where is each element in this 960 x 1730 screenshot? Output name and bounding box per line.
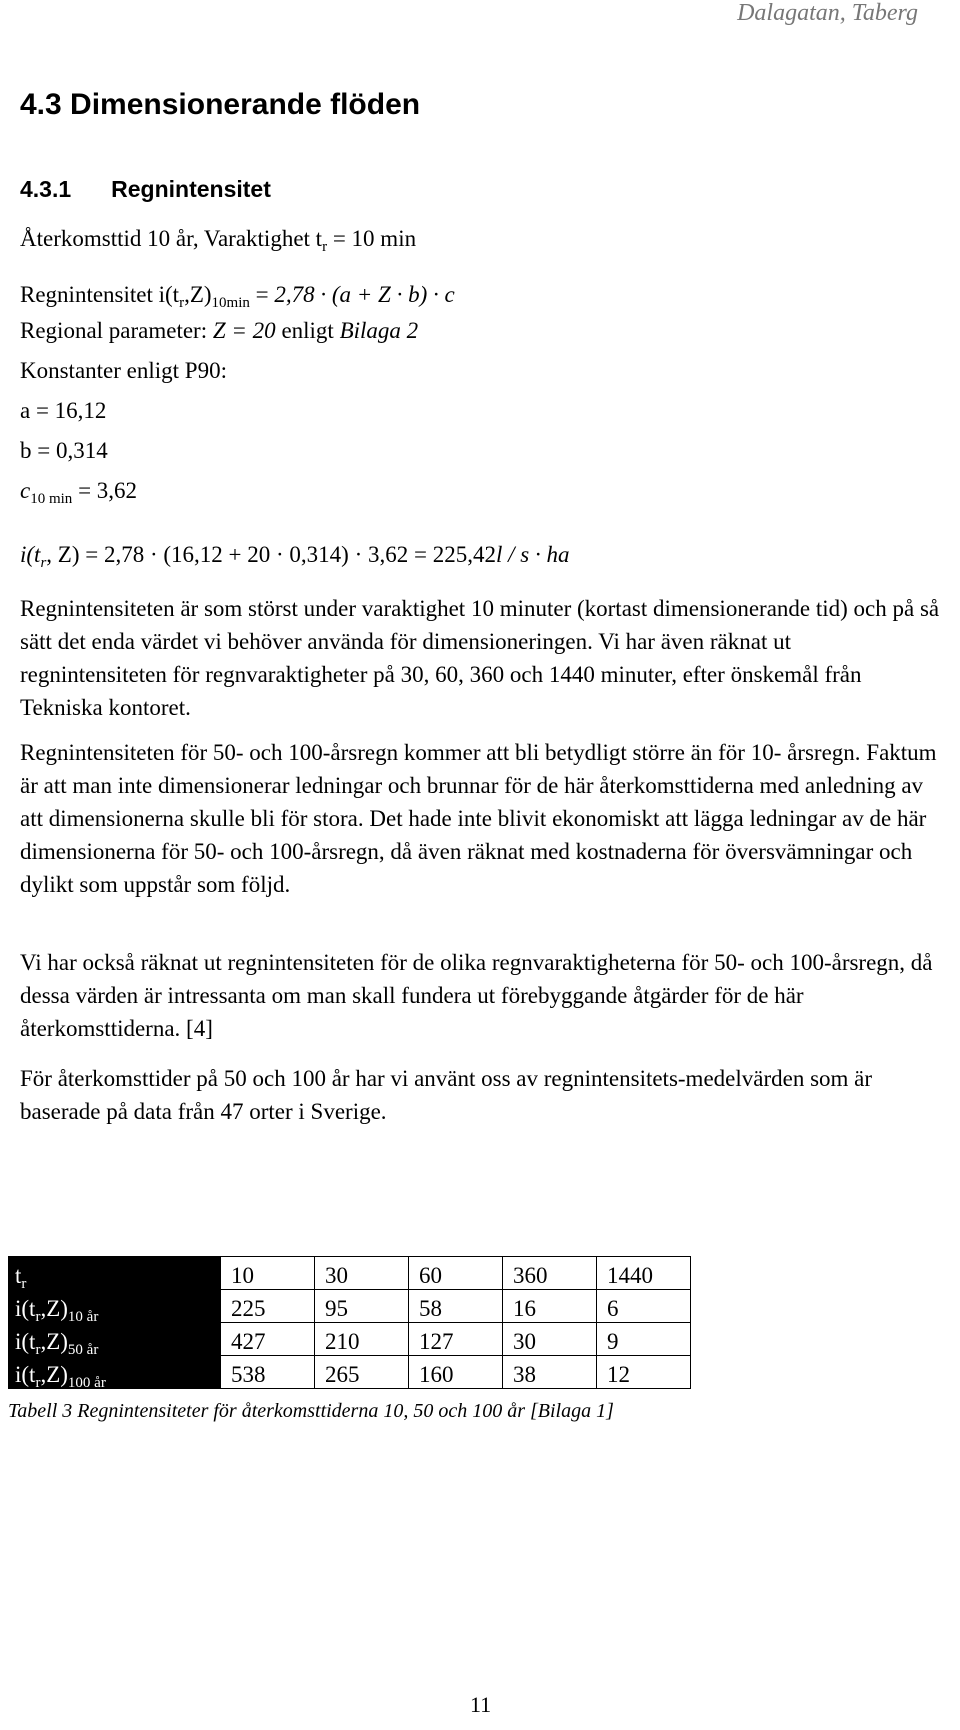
table-cell: 1440 xyxy=(597,1257,691,1290)
konstant-b: b = 0,314 xyxy=(20,438,108,463)
table-row-header xyxy=(9,1356,221,1389)
row-head-tail: ,Z) xyxy=(40,1329,68,1354)
section-title: 4.3 Dimensionerande flöden xyxy=(20,88,421,121)
regional-text: enligt xyxy=(275,318,340,343)
table-row xyxy=(9,1257,691,1290)
table-cell: 9 xyxy=(597,1323,691,1356)
konstant-c-var: c xyxy=(20,478,31,503)
konstant-a: a = 16,12 xyxy=(20,398,107,423)
table-caption: Tabell 3 Regnintensiteter för återkomsttiderna 10, 50 och 100 år [Bilaga 1] xyxy=(8,1400,614,1422)
row-head-sub: r xyxy=(21,1276,27,1292)
table-row xyxy=(9,1290,691,1323)
table-cell: 210 xyxy=(315,1323,409,1356)
regional-parameter xyxy=(20,318,418,344)
row-head-sub: r xyxy=(35,1309,41,1325)
intro-sub: r xyxy=(322,239,328,255)
table-cell: 30 xyxy=(503,1323,597,1356)
konstant-c xyxy=(20,478,138,507)
paragraph-2: Regnintensiteten för 50- och 100-årsregn kommer att bli betydligt större än för 10- årsregn. Faktum är att man inte dimensionerar ledningar och brunnar för de här återkomsttiderna med anledning av att dimensionerna skulle bli för stora. Det hade inte blivit ekonomiskt att lägga ledningar av de här dimensionerna för 50- och 100-årsregn, då även räknat med kostnaderna för översvämningar och dylikt som uppstår som följd. xyxy=(20,740,937,897)
formula2-lhs-b: , Z) = 2,78 · (16,12 + 20 · 0,314) · 3,62 = 225,42 xyxy=(46,542,496,567)
subsection-title xyxy=(20,176,271,203)
table-cell: 16 xyxy=(503,1290,597,1323)
page-number: 11 xyxy=(470,1692,492,1717)
intro-line xyxy=(20,226,417,255)
table-row xyxy=(9,1323,691,1356)
intro-text2: = 10 min xyxy=(327,226,417,251)
table-cell: 12 xyxy=(597,1356,691,1389)
table-cell: 30 xyxy=(315,1257,409,1290)
table-row-header xyxy=(9,1323,221,1356)
regional-label: Regional parameter: xyxy=(20,318,213,343)
table-cell: 265 xyxy=(315,1356,409,1389)
table-cell: 160 xyxy=(409,1356,503,1389)
row-head-sub2: 10 år xyxy=(67,1309,99,1325)
table-cell: 58 xyxy=(409,1290,503,1323)
row-head-tail: ,Z) xyxy=(40,1362,68,1387)
table-row-header xyxy=(9,1257,221,1290)
konstant-c-val: = 3,62 xyxy=(72,478,138,503)
intro-text: Återkomsttid 10 år, Varaktighet t xyxy=(20,226,323,251)
formula1-eq: = xyxy=(249,282,275,307)
formula-regnintensitet xyxy=(20,282,455,311)
table-cell: 6 xyxy=(597,1290,691,1323)
table-cell: 38 xyxy=(503,1356,597,1389)
formula1-sub-10min: 10min xyxy=(211,295,250,311)
formula2-sub: r xyxy=(40,555,47,571)
table-cell: 127 xyxy=(409,1323,503,1356)
table-cell: 10 xyxy=(221,1257,315,1290)
formula-result xyxy=(20,542,570,571)
table-cell: 95 xyxy=(315,1290,409,1323)
page-header: Dalagatan, Taberg xyxy=(737,0,918,26)
row-head-text: t xyxy=(15,1263,22,1288)
table-cell: 427 xyxy=(221,1323,315,1356)
row-head-text: i(t xyxy=(15,1296,36,1321)
row-head-tail: ,Z) xyxy=(40,1296,68,1321)
paragraph-1: Regnintensiteten är som störst under varaktighet 10 minuter (kortast dimensionerande tid) och på så sätt det enda värdet vi behöver använda för dimensioneringen. Vi har även räknat ut regnintensiteten för regnvaraktigheter på 30, 60, 360 och 1440 minuter, efter önskemål från Tekniska kontoret. xyxy=(20,596,940,720)
row-head-text: i(t xyxy=(15,1362,36,1387)
paragraph-4: För återkomsttider på 50 och 100 år har vi använt oss av regnintensitets-medelvärden som är baserade på data från 47 orter i Sverige. xyxy=(20,1066,873,1124)
formula1-label-a: Regnintensitet i(t xyxy=(20,282,180,307)
subsection-label: Regnintensitet xyxy=(111,176,271,202)
formula1-expr: 2,78 · (a + Z · b) · c xyxy=(274,282,455,307)
konstant-c-sub: 10 min xyxy=(30,491,73,507)
formula1-label-b: ,Z) xyxy=(184,282,212,307)
formula2-lhs-a: i(t xyxy=(20,542,41,567)
row-head-sub2: 50 år xyxy=(67,1342,99,1358)
regional-expr: Z = 20 xyxy=(212,318,276,343)
row-head-text: i(t xyxy=(15,1329,36,1354)
regional-ref: Bilaga 2 xyxy=(339,318,419,343)
konstanter-label: Konstanter enligt P90: xyxy=(20,358,227,383)
formula1-sub-r: r xyxy=(179,295,185,311)
row-head-sub: r xyxy=(35,1375,41,1391)
table-row-header xyxy=(9,1290,221,1323)
table-cell: 360 xyxy=(503,1257,597,1290)
row-head-sub: r xyxy=(35,1342,41,1358)
row-head-sub2: 100 år xyxy=(67,1375,106,1391)
table-cell: 60 xyxy=(409,1257,503,1290)
paragraph-3: Vi har också räknat ut regnintensiteten för de olika regnvaraktigheterna för 50- och 100-årsregn, då dessa värden är intressanta om man skall fundera ut förebyggande åtgärder för de här återkomsttiderna. [4] xyxy=(20,950,933,1041)
table-row xyxy=(9,1356,691,1389)
table-cell: 538 xyxy=(221,1356,315,1389)
rain-intensity-table xyxy=(8,1256,691,1389)
formula2-unit: l / s · ha xyxy=(495,542,570,567)
subsection-number: 4.3.1 xyxy=(20,176,72,202)
table-cell: 225 xyxy=(221,1290,315,1323)
